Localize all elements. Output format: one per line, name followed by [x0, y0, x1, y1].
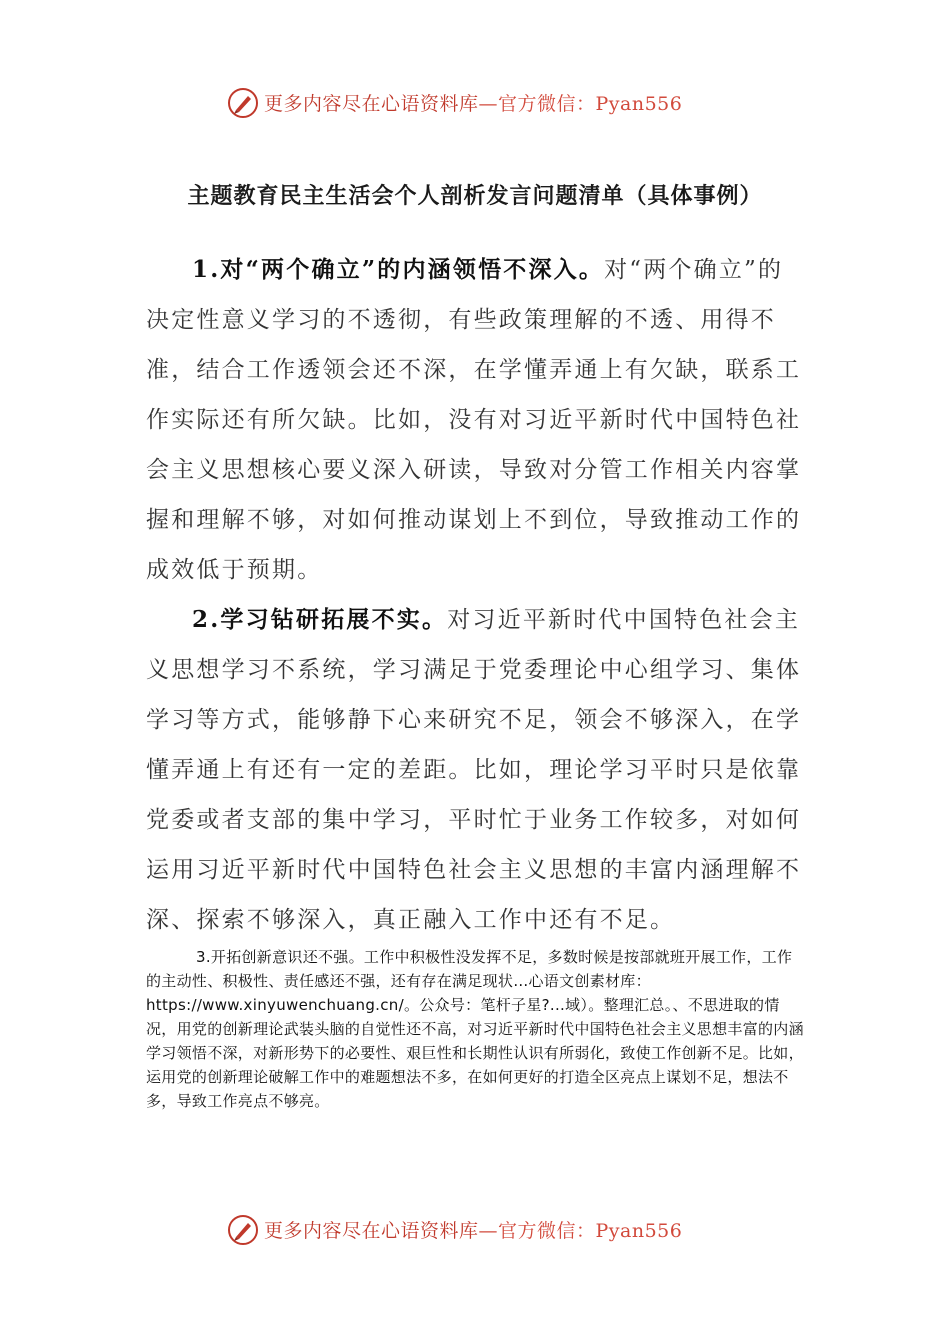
pen-quill-logo-icon — [227, 87, 259, 119]
item-2 — [146, 595, 806, 945]
item-1 — [146, 245, 806, 595]
banner-text: 更多内容尽在心语资料库—官方微信：Pyan556 — [264, 1220, 683, 1242]
page-title: 主题教育民主生活会个人剖析发言问题清单（具体事例） — [187, 183, 763, 209]
item-2-heading: 2.学习钻研拓展不实。 — [192, 606, 448, 633]
item-2-body: 对习近平新时代中国特色社会主义思想学习不系统，学习满足于党委理论中心组学习、集体学习等方式，能够静下心来研究不足，领会不够深入，在学懂弄通上有还有一定的差距。比如，理论学习平时只是依靠党委或者支部的集中学习，平时忙于业务工作较多，对如何运用习近平新时代中国特色社会主义思想的丰富内涵理解不深、探索不够深入，真正融入工作中还有不足。 — [146, 607, 802, 933]
banner-text: 更多内容尽在心语资料库—官方微信：Pyan556 — [264, 93, 683, 115]
header-banner — [0, 83, 950, 123]
item-3: 3.开拓创新意识还不强。工作中积极性没发挥不足，多数时候是按部就班开展工作，工作的主动性、积极性、责任感还不强，还有存在满足现状…心语文创素材库：https://www.xinyuwenchuang.cn/。公众号：笔杆子星?...域）。整理汇总。、不思进取的情况，用党的创新理论武装头脑的自觉性还不高，对习近平新时代中国特色社会主义思想丰富的内涵学习领悟不深，对新形势下的必要性、艰巨性和长期性认识有所弱化，致使工作创新不足。比如，运用党的创新理论破解工作中的难题想法不多，在如何更好的打造全区亮点上谋划不足，想法不多，导致工作亮点不够亮。 — [146, 948, 804, 1110]
item-1-body: 对“两个确立”的决定性意义学习的不透彻，有些政策理解的不透、用得不准，结合工作透领会还不深，在学懂弄通上有欠缺，联系工作实际还有所欠缺。比如，没有对习近平新时代中国特色社会主义思想核心要义深入研读，导致对分管工作相关内容掌握和理解不够，对如何推动谋划上不到位，导致推动工作的成效低于预期。 — [146, 257, 802, 583]
pen-quill-logo-icon — [227, 1214, 259, 1246]
item-1-heading: 1.对“两个确立”的内涵领悟不深入。 — [192, 256, 605, 283]
footer-banner — [0, 1210, 950, 1250]
